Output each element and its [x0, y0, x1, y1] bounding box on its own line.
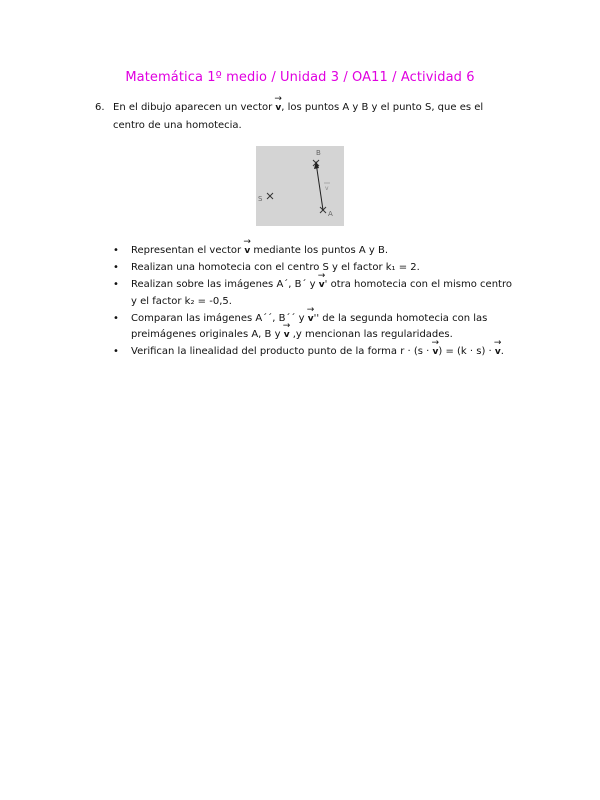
- vector-symbol: → v: [275, 100, 281, 117]
- vector-symbol: → v: [433, 344, 439, 361]
- bullet-text: mediante los puntos A y B.: [253, 245, 389, 256]
- bullet-dot: •: [113, 346, 119, 357]
- bullet-dot: •: [113, 312, 119, 324]
- bullet-text: ) = (k · s) ·: [438, 346, 492, 357]
- label-b: B: [316, 149, 321, 157]
- label-s: S: [258, 195, 263, 203]
- vector-symbol: → v: [308, 311, 314, 328]
- bullet-text: Comparan las imágenes A´´, B´´ y: [131, 312, 305, 324]
- question-line2: centro de una homotecia.: [113, 120, 242, 131]
- point-s-mark: [267, 193, 273, 199]
- bullet-text: Representan el vector: [131, 245, 242, 256]
- bullet-dot: •: [113, 279, 119, 290]
- bullet-text: ' otra homotecia con el mismo centro: [324, 279, 512, 290]
- homothety-figure: [256, 146, 344, 226]
- bullet-item: [113, 344, 543, 361]
- question-number: 6.: [95, 102, 105, 113]
- bullet-item: [113, 311, 543, 344]
- label-v: v: [325, 185, 329, 192]
- bullet-text: preimágenes originales A, B y: [131, 329, 281, 340]
- bullet-item: [113, 243, 543, 260]
- bullet-text: Realizan sobre las imágenes A´, B´ y: [131, 279, 316, 290]
- vector-symbol: → v: [319, 277, 325, 294]
- question-line1-b: , los puntos A y B y el punto S, que es el: [281, 102, 484, 113]
- question-text: [113, 99, 515, 134]
- bullet-dot: •: [113, 262, 119, 273]
- bullet-text: Realizan una homotecia con el centro S y el factor k₁ = 2.: [131, 262, 420, 273]
- bullet-text: .: [500, 346, 504, 357]
- bullet-text: y el factor k₂ = -0,5.: [131, 295, 232, 307]
- bullet-text: '' de la segunda homotecia con las: [313, 312, 488, 324]
- bullet-dot: •: [113, 245, 119, 256]
- vector-symbol: → v: [284, 327, 290, 344]
- bullet-item: [113, 260, 543, 277]
- bullet-text: Verifican la linealidad del producto punto de la forma r · (s ·: [131, 346, 430, 357]
- bullet-text: ,y mencionan las regularidades.: [289, 329, 453, 340]
- bullet-list: [113, 243, 543, 361]
- figure-canvas: [256, 146, 344, 226]
- vector-symbol: → v: [244, 243, 250, 260]
- bullet-item: [113, 277, 543, 310]
- question-6: [95, 99, 515, 134]
- page-title: Matemática 1º medio / Unidad 3 / OA11 / Actividad 6: [125, 70, 475, 85]
- question-line1-a: En el dibujo aparecen un vector: [113, 102, 273, 113]
- vector-line: [317, 166, 324, 210]
- vector-symbol: → v: [495, 344, 501, 361]
- label-a: A: [328, 210, 333, 218]
